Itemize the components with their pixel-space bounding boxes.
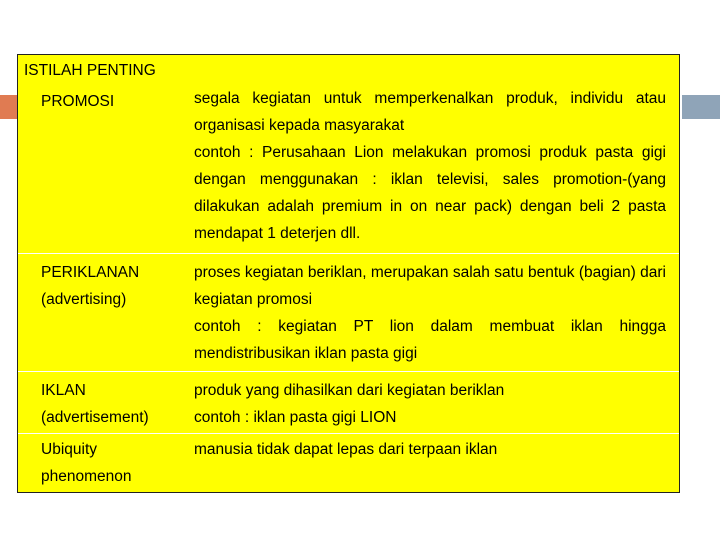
term-ubiquity: [41, 436, 132, 490]
row-divider: [18, 371, 679, 372]
term-line: Ubiquity: [41, 441, 97, 458]
term-promosi: [41, 88, 114, 115]
panel-heading: ISTILAH PENTING: [24, 62, 156, 79]
example-text: contoh : kegiatan PT lion dalam membuat iklan hingga mendistribusikan iklan pasta gigi: [194, 318, 666, 362]
term-line: PERIKLANAN: [41, 264, 140, 281]
desc-ubiquity: [194, 436, 666, 463]
term-line: phenomenon: [41, 468, 132, 485]
term-periklanan: [41, 259, 139, 313]
example-text: contoh : Perusahaan Lion melakukan promosi produk pasta gigi dengan menggunakan : iklan televisi, sales promotion-(yang dilakukan adalah premium in on near pack) dengan beli 2 pasta mendapat 1 deterjen dll.: [194, 144, 666, 242]
term-line: (advertisement): [41, 409, 149, 426]
term-iklan: [41, 377, 149, 431]
definition-text: manusia tidak dapat lepas dari terpaan iklan: [194, 441, 498, 458]
row-divider: [18, 253, 679, 254]
definition-text: produk yang dihasilkan dari kegiatan beriklan: [194, 382, 505, 399]
example-text: contoh : iklan pasta gigi LION: [194, 409, 397, 426]
term-line: IKLAN: [41, 382, 86, 399]
desc-periklanan: [194, 259, 666, 367]
definition-text: segala kegiatan untuk memperkenalkan produk, individu atau organisasi kepada masyarakat: [194, 90, 666, 134]
desc-iklan: [194, 377, 666, 431]
definition-text: proses kegiatan beriklan, merupakan salah satu bentuk (bagian) dari kegiatan promosi: [194, 264, 666, 308]
term-line: (advertising): [41, 291, 127, 308]
accent-bar-right: [682, 95, 720, 119]
term-line: PROMOSI: [41, 93, 115, 110]
glossary-panel: [17, 54, 680, 493]
row-divider: [18, 433, 679, 434]
desc-promosi: [194, 85, 666, 247]
